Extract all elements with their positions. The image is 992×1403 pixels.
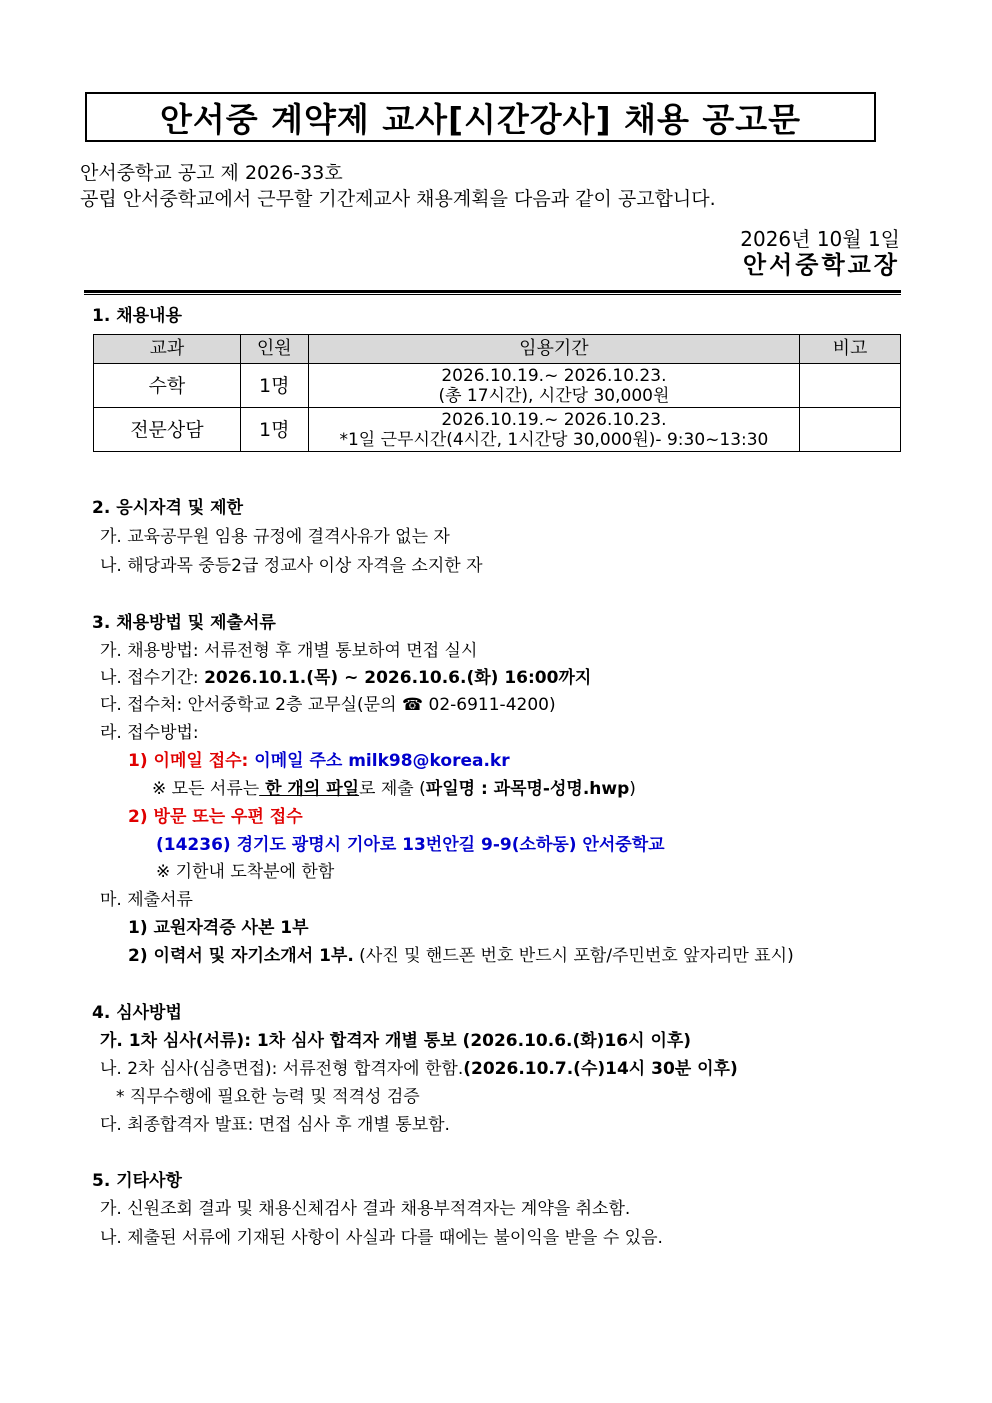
- s4-item-b-pre: 나. 2차 심사(심층면접): 서류전형 합격자에 한함.: [100, 1059, 464, 1079]
- period-line-1: 2026.10.19.~ 2026.10.23.: [441, 365, 667, 386]
- required-doc-2-bold: 2) 이력서 및 자기소개서 1부.: [128, 946, 354, 966]
- s2-item-a: 가. 교육공무원 임용 규정에 결격사유가 없는 자: [100, 527, 450, 547]
- section-3-heading: 3. 채용방법 및 제출서류: [92, 613, 276, 633]
- section-2-heading: 2. 응시자격 및 제한: [92, 498, 243, 518]
- email-application: [128, 746, 510, 771]
- required-doc-2-rest: (사진 및 핸드폰 번호 반드시 포함/주민번호 앞자리만 표시): [353, 946, 794, 966]
- recruitment-table: [93, 334, 901, 452]
- s3-item-d: 라. 접수방법:: [100, 723, 199, 743]
- application-period: 2026.10.1.(목) ~ 2026.10.6.(화) 16:00까지: [204, 668, 592, 688]
- interview-date: (2026.10.7.(수)14시 30분 이후): [463, 1059, 738, 1079]
- required-doc-1: 1) 교원자격증 사본 1부: [128, 918, 309, 938]
- col-header-count: 인원: [240, 335, 308, 364]
- file-name-format: 파일명 : 과목명-성명.hwp: [425, 779, 630, 799]
- required-doc-2: [128, 941, 794, 966]
- contact-phone: 02-6911-4200): [423, 695, 556, 715]
- cell-subject: 전문상담: [94, 408, 241, 452]
- notice-number: 안서중학교 공고 제 2026-33호: [80, 162, 343, 184]
- announcement-date: 2026년 10월 1일: [740, 227, 900, 251]
- cell-period: [308, 364, 799, 408]
- s5-item-b: 나. 제출된 서류에 기재된 사항이 사실과 다를 때에는 불이익을 받을 수 있음.: [100, 1228, 663, 1248]
- signer: 안서중학교장: [742, 251, 900, 279]
- col-header-subject: 교과: [94, 335, 241, 364]
- period-line-1: 2026.10.19.~ 2026.10.23.: [441, 409, 667, 430]
- s4-item-b: [100, 1054, 738, 1079]
- s4-item-c: 다. 최종합격자 발표: 면접 심사 후 개별 통보함.: [100, 1115, 450, 1135]
- s5-item-a: 가. 신원조회 결과 및 채용신체검사 결과 채용부적격자는 계약을 취소함.: [100, 1199, 631, 1219]
- period-line-2: (총 17시간), 시간당 30,000원: [438, 385, 670, 406]
- email-note-post: 로 제출 (: [359, 779, 426, 799]
- s4-item-b-note: * 직무수행에 필요한 능력 및 적격성 검증: [116, 1087, 420, 1107]
- cell-period: [308, 408, 799, 452]
- email-note: [152, 774, 636, 799]
- deadline-note: ※ 기한내 도착분에 한함: [156, 862, 335, 882]
- email-address: 이메일 주소 milk98@korea.kr: [254, 751, 510, 771]
- period-line-2: *1일 근무시간(4시간, 1시간당 30,000원)- 9:30~13:30: [339, 429, 769, 450]
- cell-count: 1명: [240, 408, 308, 452]
- section-4-heading: 4. 심사방법: [92, 1003, 182, 1023]
- visit-mail-application: 2) 방문 또는 우편 접수: [128, 807, 303, 827]
- s3-item-a: 가. 채용방법: 서류전형 후 개별 통보하여 면접 실시: [100, 641, 478, 661]
- document-title: 안서중 계약제 교사[시간강사] 채용 공고문: [85, 92, 876, 142]
- s2-item-b: 나. 해당과목 중등2급 정교사 이상 자격을 소지한 자: [100, 556, 483, 576]
- school-address: (14236) 경기도 광명시 기아로 13번안길 9-9(소하동) 안서중학교: [156, 835, 665, 855]
- section-1-heading: 1. 채용내용: [92, 306, 182, 326]
- cell-note: [800, 408, 901, 452]
- phone-icon: ☎: [401, 695, 424, 715]
- s3-item-c-label: 다. 접수처: 안서중학교 2층 교무실(문의: [100, 695, 402, 715]
- col-header-period: 임용기간: [308, 335, 799, 364]
- s3-item-e: 마. 제출서류: [100, 890, 193, 910]
- s3-item-b-label: 나. 접수기간:: [100, 668, 205, 688]
- cell-note: [800, 364, 901, 408]
- table-row: [94, 408, 901, 452]
- s3-item-c: [100, 690, 556, 715]
- email-note-end: ): [629, 779, 636, 799]
- cell-subject: 수학: [94, 364, 241, 408]
- single-file-text: 한 개의 파일: [259, 779, 360, 799]
- s4-item-a: 가. 1차 심사(서류): 1차 심사 합격자 개별 통보 (2026.10.6.(화)16시 이후): [100, 1031, 692, 1051]
- table-row: [94, 364, 901, 408]
- section-5-heading: 5. 기타사항: [92, 1171, 182, 1191]
- table-header-row: [94, 335, 901, 364]
- email-application-label: 1) 이메일 접수:: [128, 751, 255, 771]
- col-header-note: 비고: [800, 335, 901, 364]
- intro-text: 공립 안서중학교에서 근무할 기간제교사 채용계획을 다음과 같이 공고합니다.: [80, 188, 716, 210]
- email-note-pre: ※ 모든 서류는: [152, 779, 260, 799]
- s3-item-b: [100, 663, 591, 688]
- header-rule-thick: [84, 290, 901, 293]
- header-rule-thin: [84, 294, 901, 295]
- cell-count: 1명: [240, 364, 308, 408]
